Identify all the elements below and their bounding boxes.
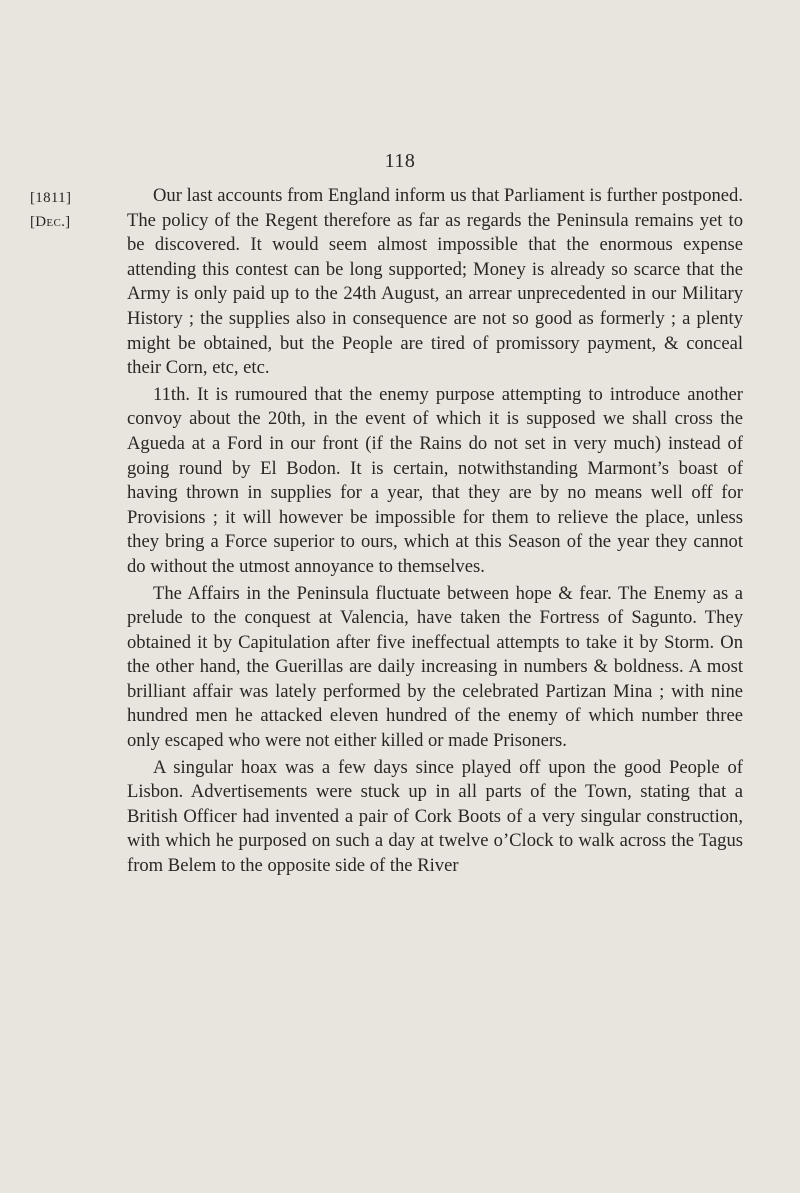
body-text bbox=[127, 184, 743, 879]
paragraph: 11th. It is rumoured that the enemy purpose attempting to introduce another convoy about the 20th, in the event of which it is supposed we shall cross the Agueda at a Ford in our front (if the Rains do not set in very much) instead of going round by El Bodon. It is certain, notwithstanding Marmont’s boast of having thrown in supplies for a year, that they are by no means well off for Provisions ; it will however be impossible for them to relieve the place, unless they bring a Force superior to ours, which at this Season of the year they cannot do without the utmost annoyance to themselves. bbox=[127, 383, 743, 577]
margin-year: [1811] bbox=[30, 190, 72, 206]
paragraph: A singular hoax was a few days since played off upon the good People of Lisbon. Advertisements were stuck up in all parts of the Town, stating that a British Officer had invented a pair of Cork Boots of a very singular construction, with which he purposed on such a day at twelve o’Clock to walk across the Tagus from Belem to the opposite side of the River bbox=[127, 756, 743, 877]
page-number: 118 bbox=[384, 150, 416, 172]
paragraph: The Affairs in the Peninsula fluctuate between hope & fear. The Enemy as a prelude to the conquest at Valencia, have taken the Fortress of Sagunto. They obtained it by Capitulation after five ineffectual attempts to take it by Storm. On the other hand, the Guerillas are daily increasing in numbers & boldness. A most brilliant affair was lately performed by the celebrated Partizan Mina ; with nine hundred men he attacked eleven hundred of the enemy of which number three only escaped who were not either killed or made Prisoners. bbox=[127, 582, 743, 752]
paragraph: Our last accounts from England inform us that Parliament is further postponed. The policy of the Regent therefore as far as regards the Peninsula remains yet to be discovered. It would seem almost impossible that the enormous expense attending this contest can be long supported; Money is already so scarce that the Army is only paid up to the 24th August, an arrear unprecedented in our Military History ; the supplies also in consequence are not so good as formerly ; a plenty might be obtained, but the People are tired of promissory payment, & conceal their Corn, etc, etc. bbox=[127, 185, 743, 379]
margin-month: [Dec.] bbox=[30, 214, 71, 230]
